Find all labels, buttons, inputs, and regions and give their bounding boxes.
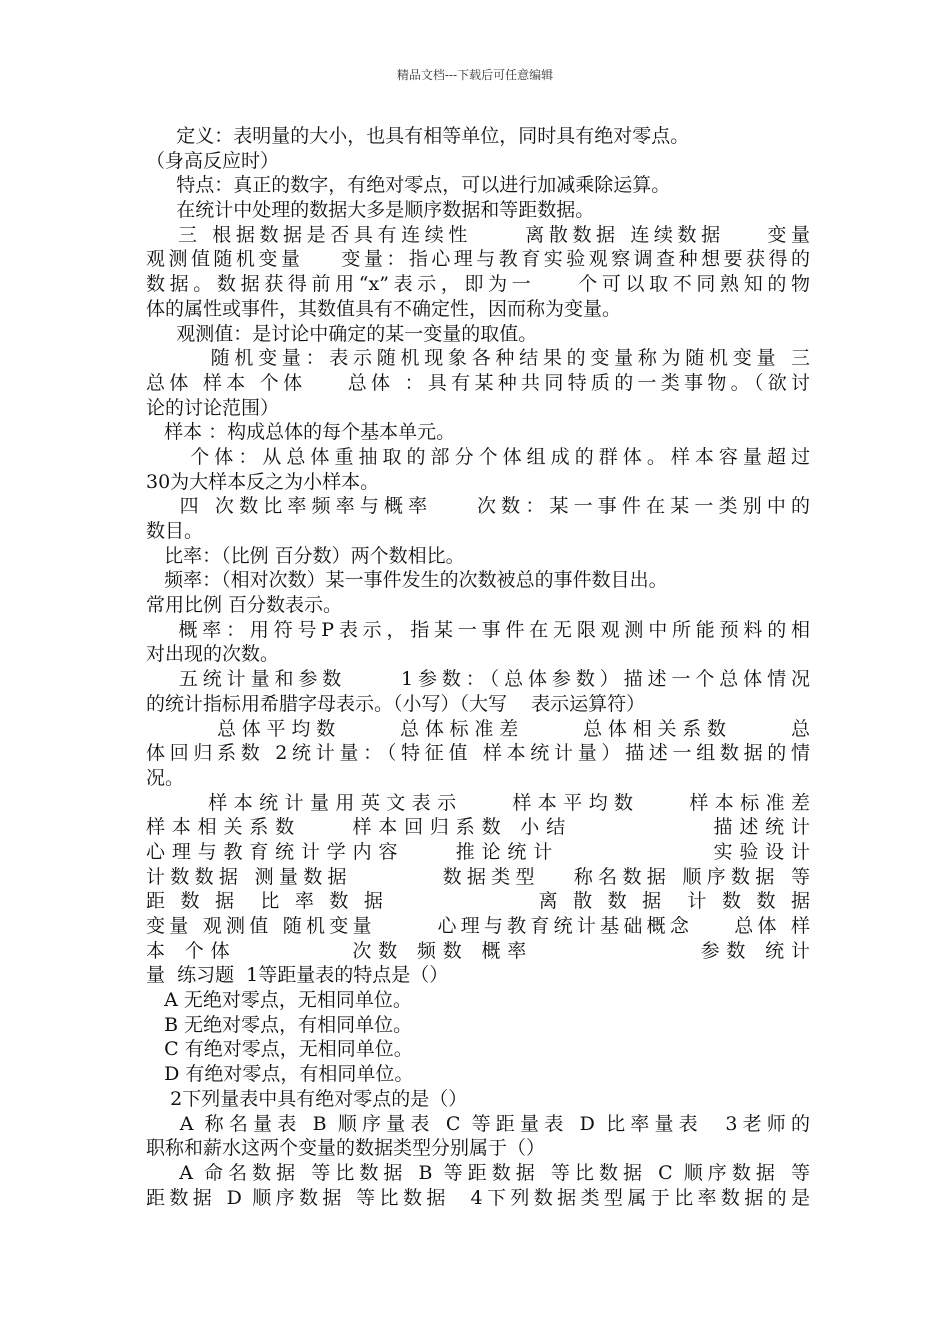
text-line: 定义：表明量的大小，也具有相等单位，同时具有绝对零点。 — [146, 125, 690, 147]
page-header: 精品文档---下载后可任意编辑 — [396, 68, 554, 82]
text-line: 常用比例 百分数表示。 — [146, 594, 343, 617]
text-line: 论的讨论范围） — [146, 396, 280, 419]
text-line: 随机变量：表示随机现象各种结果的变量称为随机变量 三 — [146, 347, 810, 370]
text-line: 样本统计量用英文表示 样本平均数 样本标准差 — [146, 791, 810, 814]
text-line: 比率：（比例 百分数）两个数相比。 — [146, 544, 465, 567]
text-line: 四 次数比率频率与概率 次数：某一事件在某一类别中的 — [146, 495, 810, 518]
text-line: 特点：真正的数字，有绝对零点，可以进行加减乘除运算。 — [146, 174, 671, 197]
text-line: 概率：用符号P表示，指某一事件在无限观测中所能预料的相 — [146, 618, 810, 641]
text-line: 职称和薪水这两个变量的数据类型分别属于（） — [146, 1137, 546, 1160]
text-line: 对出现的次数。 — [146, 643, 280, 666]
text-line: A 称名量表 B 顺序量表 C 等距量表 D 比率量表 3老师的 — [146, 1112, 810, 1135]
document-body — [146, 124, 810, 1210]
text-line: 计数数据 测量数据 数据类型 称名数据 顺序数据 等 — [146, 865, 810, 888]
text-line: 总体平均数 总体标准差 总体相关系数 总 — [146, 717, 810, 740]
text-line: 总体 样本 个体 总体 ：具有某种共同特质的一类事物。（欲讨 — [146, 371, 810, 394]
text-line: 三 根据数据是否具有连续性 离散数据 连续数据 变量 — [146, 223, 810, 246]
text-line: A 无绝对零点，无相同单位。 — [146, 989, 412, 1012]
text-line: 体的属性或事件，其数值具有不确定性，因而称为变量。 — [146, 297, 622, 320]
text-line: 变量 观测值 随机变量 心理与教育统计基础概念 总体 样 — [146, 915, 810, 937]
text-line: 体回归系数 2统计量：（特征值 样本统计量）描述一组数据的情 — [146, 742, 810, 765]
text-line: 五统计量和参数 1参数：（总体参数）描述一个总体情况 — [146, 668, 810, 691]
text-line: B 无绝对零点，有相同单位。 — [146, 1013, 413, 1036]
text-line: 30为大样本反之为小样本。 — [146, 470, 380, 493]
text-line: 数据。数据获得前用“x”表示，即为一 个可以取不同熟知的物 — [146, 273, 810, 296]
text-line: 距 数 据 比 率 数 据 离 散 数 据 计 数 数 据 — [146, 890, 810, 913]
text-line: 距数据 D 顺序数据 等比数据 4下列数据类型属于比率数据的是 — [146, 1186, 810, 1209]
text-line: 频率：（相对次数）某一事件发生的次数被总的事件数目出。 — [146, 569, 668, 592]
text-line: 观测值：是讨论中确定的某一变量的取值。 — [146, 322, 538, 345]
text-line: （身高反应时） — [146, 149, 280, 172]
text-line: 在统计中处理的数据大多是顺序数据和等距数据。 — [146, 199, 595, 222]
text-line: 心理与教育统计学内容 推论统计 实验设计 — [146, 840, 810, 863]
text-line: 2下列量表中具有绝对零点的是（） — [146, 1087, 468, 1110]
text-line: 况。 — [146, 766, 185, 789]
text-line: C 有绝对零点，无相同单位。 — [146, 1038, 413, 1061]
text-line: 样本 ：构成总体的每个基本单元。 — [146, 421, 456, 444]
text-line: D 有绝对零点，有相同单位。 — [146, 1063, 414, 1086]
text-line: 数目。 — [146, 520, 204, 542]
text-line: 的统计指标用希腊字母表示。（小写）（大写 表示运算符） — [146, 692, 646, 715]
text-line: A 命名数据 等比数据 B 等距数据 等比数据 C 顺序数据 等 — [146, 1161, 810, 1184]
text-line: 个体：从总体重抽取的部分个体组成的群体。样本容量超过 — [146, 445, 810, 468]
text-line: 本 个体 次数 频数 概率 参数 统计 — [146, 939, 810, 962]
text-line: 观测值随机变量 变量：指心理与教育实验观察调查种想要获得的 — [146, 248, 810, 271]
text-line: 样本相关系数 样本回归系数 小结 描述统计 — [146, 816, 810, 839]
text-line: 量 练习题 1等距量表的特点是（） — [146, 964, 449, 987]
